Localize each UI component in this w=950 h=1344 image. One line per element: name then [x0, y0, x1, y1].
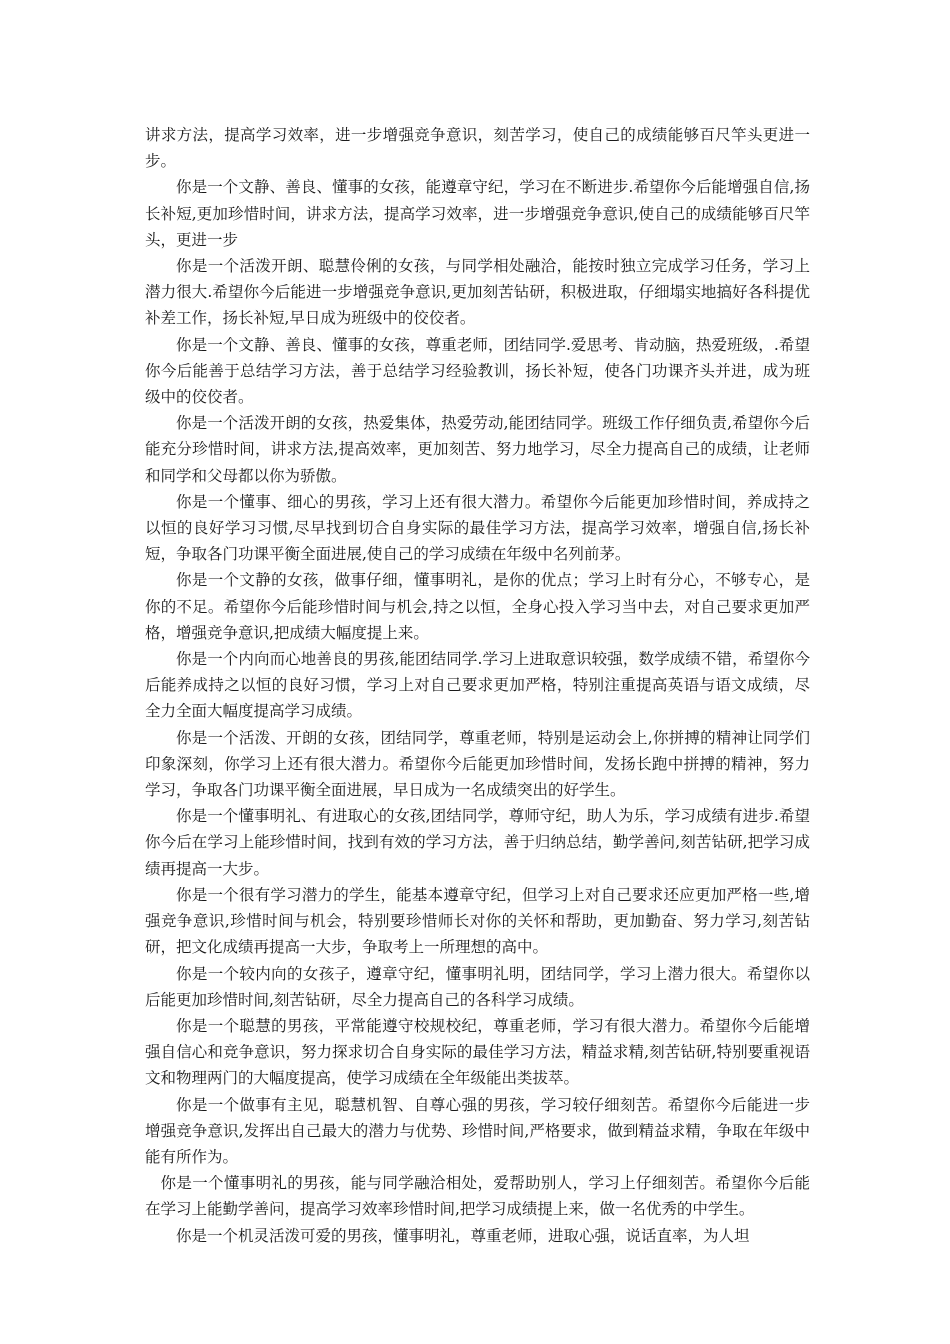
paragraph-6: 你是一个懂事、细心的男孩，学习上还有很大潜力。希望你今后能更加珍惜时间，养成持之以恒的良好学习习惯,尽早找到切合自身实际的最佳学习方法，提高学习效率，增强自信,扬长补短，争取各门功课平衡全面进展,使自己的学习成绩在年级中名列前茅。: [145, 492, 810, 564]
paragraph-2: 你是一个文静、善良、懂事的女孩，能遵章守纪，学习在不断进步.希望你今后能增强自信,扬长补短,更加珍惜时间，讲求方法，提高学习效率，进一步增强竞争意识,使自己的成绩能够百尺竿头，更进一步: [145, 178, 810, 249]
paragraph-14: 你是一个做事有主见，聪慧机智、自尊心强的男孩，学习较仔细刻苦。希望你今后能进一步增强竞争意识,发挥出自己最大的潜力与优势、珍惜时间,严格要求，做到精益求精，争取在年级中能有所作为。: [145, 1095, 810, 1166]
paragraph-16: 你是一个机灵活泼可爱的男孩，懂事明礼，尊重老师，进取心强，说话直率，为人坦: [176, 1226, 750, 1245]
paragraph-3: 你是一个活泼开朗、聪慧伶俐的女孩，与同学相处融洽，能按时独立完成学习任务，学习上潜力很大.希望你今后能进一步增强竞争意识,更加刻苦钻研，积极进取，仔细塌实地搞好各科提优补差工作，扬长补短,早日成为班级中的佼佼者。: [145, 257, 810, 328]
paragraph-9: 你是一个活泼、开朗的女孩，团结同学，尊重老师，特别是运动会上,你拼搏的精神让同学们印象深刻，你学习上还有很大潜力。希望你今后能更加珍惜时间，发扬长跑中拼搏的精神，努力学习，争取各门功课平衡全面进展，早日成为一名成绩突出的好学生。: [145, 728, 810, 800]
paragraph-1: 讲求方法，提高学习效率，进一步增强竞争意识，刻苦学习，使自己的成绩能够百尺竿头更进一步。: [145, 126, 810, 171]
document-page: [145, 122, 810, 1249]
paragraph-7: 你是一个文静的女孩，做事仔细，懂事明礼，是你的优点；学习上时有分心，不够专心，是你的不足。希望你今后能珍惜时间与机会,持之以恒，全身心投入学习当中去，对自己要求更加严格，增强竞争意识,把成绩大幅度提上来。: [145, 571, 810, 642]
paragraph-12: 你是一个较内向的女孩子，遵章守纪，懂事明礼明，团结同学，学习上潜力很大。希望你以后能更加珍惜时间,刻苦钻研，尽全力提高自己的各科学习成绩。: [145, 964, 810, 1009]
paragraph-10: 你是一个懂事明礼、有进取心的女孩,团结同学，尊师守纪，助人为乐，学习成绩有进步.希望你今后在学习上能珍惜时间，找到有效的学习方法，善于归纳总结，勤学善问,刻苦钻研,把学习成绩再提高一大步。: [145, 807, 810, 878]
paragraph-4: 你是一个文静、善良、懂事的女孩，尊重老师，团结同学.爱思考、肯动脑，热爱班级，.希望你今后能善于总结学习方法，善于总结学习经验教训，扬长补短，使各门功课齐头并进，成为班级中的佼佼者。: [145, 335, 810, 407]
paragraph-13: 你是一个聪慧的男孩，平常能遵守校规校纪，尊重老师，学习有很大潜力。希望你今后能增强自信心和竞争意识，努力探求切合自身实际的最佳学习方法，精益求精,刻苦钻研,特别要重视语文和物理两门的大幅度提高，使学习成绩在全年级能出类拔萃。: [145, 1016, 810, 1088]
paragraph-15: 你是一个懂事明礼的男孩，能与同学融洽相处，爱帮助别人，学习上仔细刻苦。希望你今后能在学习上能勤学善问，提高学习效率珍惜时间,把学习成绩提上来，做一名优秀的中学生。: [145, 1174, 810, 1219]
paragraph-8: 你是一个内向而心地善良的男孩,能团结同学.学习上进取意识较强，数学成绩不错，希望你今后能养成持之以恒的良好习惯，学习上对自己要求更加严格，特别注重提高英语与语文成绩，尽全力全面大幅度提高学习成绩。: [145, 650, 810, 721]
paragraph-5: 你是一个活泼开朗的女孩，热爱集体，热爱劳动,能团结同学。班级工作仔细负责,希望你今后能充分珍惜时间，讲求方法,提高效率，更加刻苦、努力地学习，尽全力提高自己的成绩，让老师和同学和父母都以你为骄傲。: [145, 414, 810, 485]
paragraph-11: 你是一个很有学习潜力的学生，能基本遵章守纪，但学习上对自己要求还应更加严格一些,增强竞争意识,珍惜时间与机会，特别要珍惜师长对你的关怀和帮助，更加勤奋、努力学习,刻苦钻研，把文化成绩再提高一大步，争取考上一所理想的高中。: [145, 885, 810, 957]
